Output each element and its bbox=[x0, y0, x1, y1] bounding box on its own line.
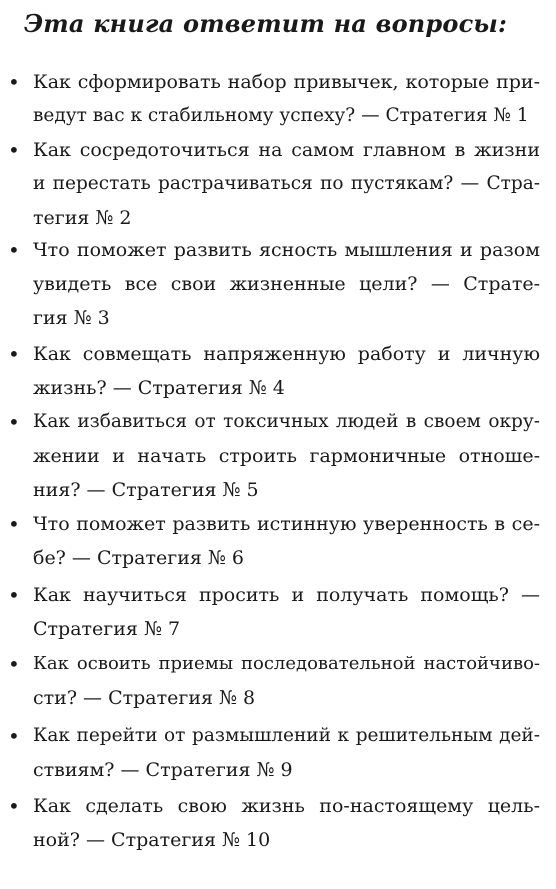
question-line: Как перейти от размышлений к решительным дей- bbox=[33, 725, 540, 746]
bullet-marker: • bbox=[8, 583, 20, 607]
question-line: ведут вас к стабильному успеху? — Стратегия № 1 bbox=[33, 105, 529, 126]
question-line: ния? — Стратегия № 5 bbox=[33, 479, 259, 501]
question-line: Как сделать свою жизнь по-настоящему цель- bbox=[33, 795, 540, 817]
bullet-marker: • bbox=[8, 724, 20, 748]
bullet-marker: • bbox=[8, 410, 20, 434]
page-heading: Эта книга ответит на вопросы: bbox=[24, 9, 508, 38]
bullet-marker: • bbox=[8, 342, 20, 366]
question-line: гия № 3 bbox=[33, 307, 110, 329]
list-item bbox=[0, 133, 556, 233]
question-line: и перестать растрачиваться по пустякам? — Стра- bbox=[33, 173, 540, 194]
bullet-marker: • bbox=[8, 512, 20, 536]
question-line: Как совмещать напряженную работу и личную bbox=[33, 343, 540, 365]
bullet-marker: • bbox=[8, 138, 20, 162]
question-line: ной? — Стратегия № 10 bbox=[33, 829, 271, 851]
question-line: сти? — Стратегия № 8 bbox=[33, 687, 256, 709]
bullet-marker: • bbox=[8, 652, 20, 676]
list-item bbox=[0, 233, 556, 333]
question-line: Что поможет развить истинную уверенность в се- bbox=[33, 513, 540, 535]
bullet-marker: • bbox=[8, 794, 20, 818]
question-line: Как избавиться от токсичных людей в своем окру- bbox=[33, 411, 540, 432]
bullet-marker: • bbox=[8, 70, 20, 94]
question-line: тегия № 2 bbox=[33, 207, 132, 229]
list-item bbox=[0, 405, 556, 505]
list-item bbox=[0, 789, 556, 889]
question-line: бе? — Стратегия № 6 bbox=[33, 547, 244, 569]
question-line: Стратегия № 7 bbox=[33, 618, 181, 640]
question-line: жении и начать строить гармоничные отноше- bbox=[33, 445, 540, 467]
question-line: жизнь? — Стратегия № 4 bbox=[33, 377, 285, 399]
question-line: увидеть все свои жизненные цели? — Страте- bbox=[33, 273, 540, 295]
question-line: Как сформировать набор привычек, которые при- bbox=[33, 71, 540, 93]
question-line: Как сосредоточиться на самом главном в жизни bbox=[33, 139, 540, 161]
question-line: Как научиться просить и получать помощь? — bbox=[33, 584, 540, 606]
question-line: ствиям? — Стратегия № 9 bbox=[33, 759, 293, 781]
bullet-marker: • bbox=[8, 238, 20, 262]
question-line: Как освоить приемы последовательной настойчиво- bbox=[33, 653, 540, 674]
question-line: Что поможет развить ясность мышления и разом bbox=[33, 239, 540, 261]
